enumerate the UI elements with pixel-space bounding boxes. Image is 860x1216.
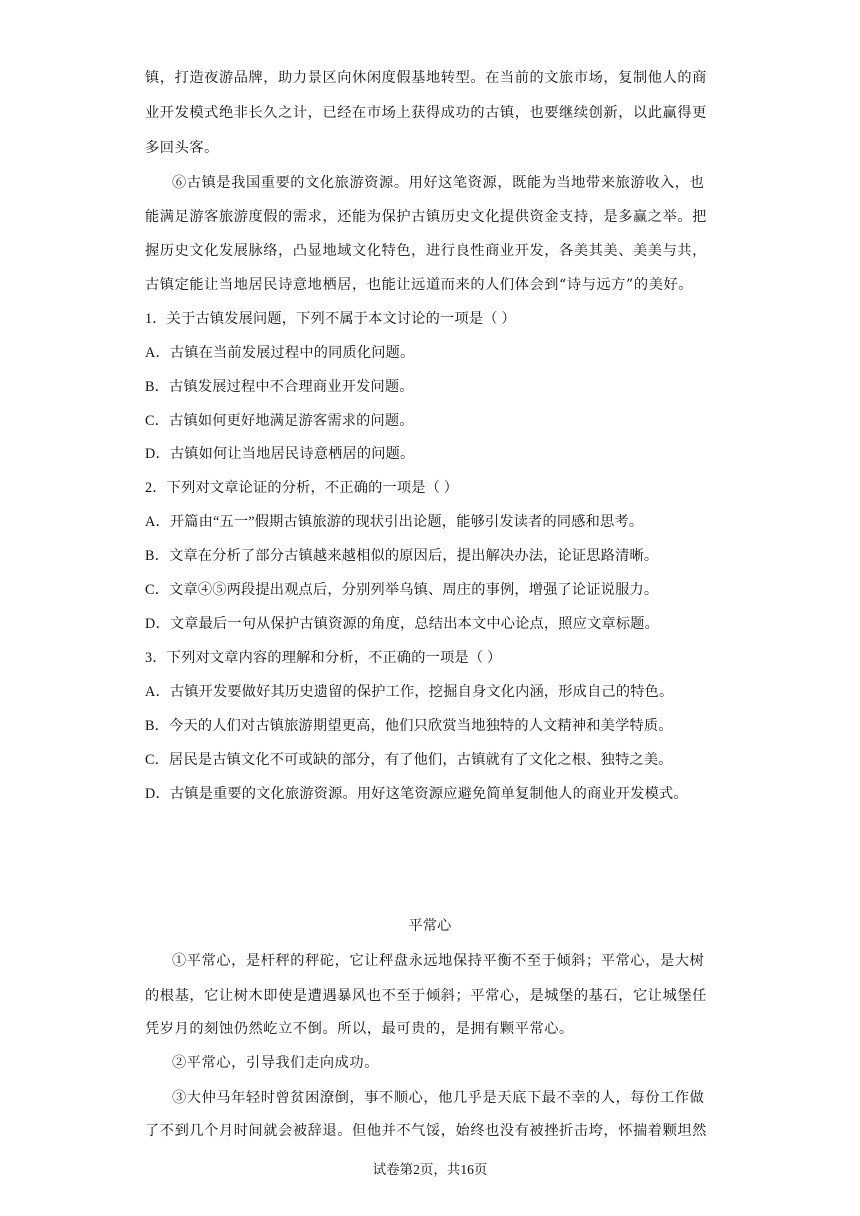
- passage1-line: 握历史文化发展脉络，凸显地域文化特色，进行良性商业开发，各美其美、美美与共，: [145, 243, 707, 259]
- passage2-line: 凭岁月的刻蚀仍然屹立不倒。所以，最可贵的，是拥有颗平常心。: [145, 1021, 574, 1037]
- passage2-paragraph-2: ②平常心，引导我们走向成功。: [172, 1055, 380, 1071]
- question-1-option-b: B．古镇发展过程中不合理商业开发问题。: [145, 379, 414, 395]
- question-2-option-b: B．文章在分析了部分古镇越来越相似的原因后，提出解决办法，论证思路清晰。: [145, 548, 659, 564]
- passage2-paragraph-3: ③大仲马年轻时曾贫困潦倒，事不顺心，他几乎是天底下最不幸的人，每份工作做: [172, 1090, 705, 1106]
- passage1-line: 能满足游客旅游度假的需求，还能为保护古镇历史文化提供资金支持，是多赢之举。把: [145, 209, 707, 225]
- passage1-line: 多回头客。: [145, 140, 219, 156]
- question-3-option-c: C．居民是古镇文化不可或缺的部分，有了他们，古镇就有了文化之根、独特之美。: [145, 752, 673, 768]
- question-2-option-c: C．文章④⑤两段提出观点后，分别列举乌镇、周庄的事例，增强了论证说服力。: [145, 582, 659, 598]
- question-3-option-b: B．今天的人们对古镇旅游期望更高，他们只欣赏当地独特的人文精神和美学特质。: [145, 718, 673, 734]
- passage1-paragraph-6: ⑥古镇是我国重要的文化旅游资源。用好这笔资源，既能为当地带来旅游收入，也: [172, 175, 705, 191]
- passage2-title: 平常心: [408, 918, 452, 934]
- question-3-option-d: D．古镇是重要的文化旅游资源。用好这笔资源应避免简单复制他人的商业开发模式。: [145, 786, 688, 802]
- passage2-line: 了不到几个月时间就会被辞退。但他并不气馁，始终也没有被挫折击垮，怀揣着颗坦然: [145, 1123, 707, 1139]
- question-3-option-a: A．古镇开发要做好其历史遗留的保护工作，挖掘自身文化内涵，形成自己的特色。: [145, 684, 674, 700]
- question-1-option-c: C．古镇如何更好地满足游客需求的问题。: [145, 413, 414, 429]
- question-1-stem: 1．关于古镇发展问题，下列不属于本文讨论的一项是（ ）: [145, 311, 516, 327]
- page-footer: 试卷第2页，共16页: [372, 1162, 488, 1177]
- question-2-stem: 2．下列对文章论证的分析，不正确的一项是（ ）: [145, 480, 459, 496]
- question-2-option-d: D．文章最后一句从保护古镇资源的角度，总结出本文中心论点，照应文章标题。: [145, 616, 660, 632]
- passage1-line: 镇，打造夜游品牌，助力景区向休闲度假基地转型。在当前的文旅市场，复制他人的商: [145, 70, 707, 86]
- question-1-option-a: A．古镇在当前发展过程中的同质化问题。: [145, 345, 415, 361]
- question-2-option-a: A．开篇由“五一”假期古镇旅游的现状引出论题，能够引发读者的同感和思考。: [145, 514, 644, 530]
- question-3-stem: 3．下列对文章内容的理解和分析，不正确的一项是（ ）: [145, 650, 502, 666]
- passage1-line: 业开发模式绝非长久之计，已经在市场上获得成功的古镇，也要继续创新，以此赢得更: [145, 105, 707, 121]
- passage1-line: 古镇定能让当地居民诗意地栖居，也能让远道而来的人们体会到“诗与远方”的美好。: [145, 277, 694, 293]
- question-1-option-d: D．古镇如何让当地居民诗意栖居的问题。: [145, 446, 415, 462]
- passage2-paragraph-1: ①平常心，是杆秤的秤砣，它让秤盘永远地保持平衡不至于倾斜；平常心，是大树: [172, 953, 705, 969]
- passage2-line: 的根基，它让树木即使是遭遇暴风也不至于倾斜；平常心，是城堡的基石，它让城堡任: [145, 988, 707, 1004]
